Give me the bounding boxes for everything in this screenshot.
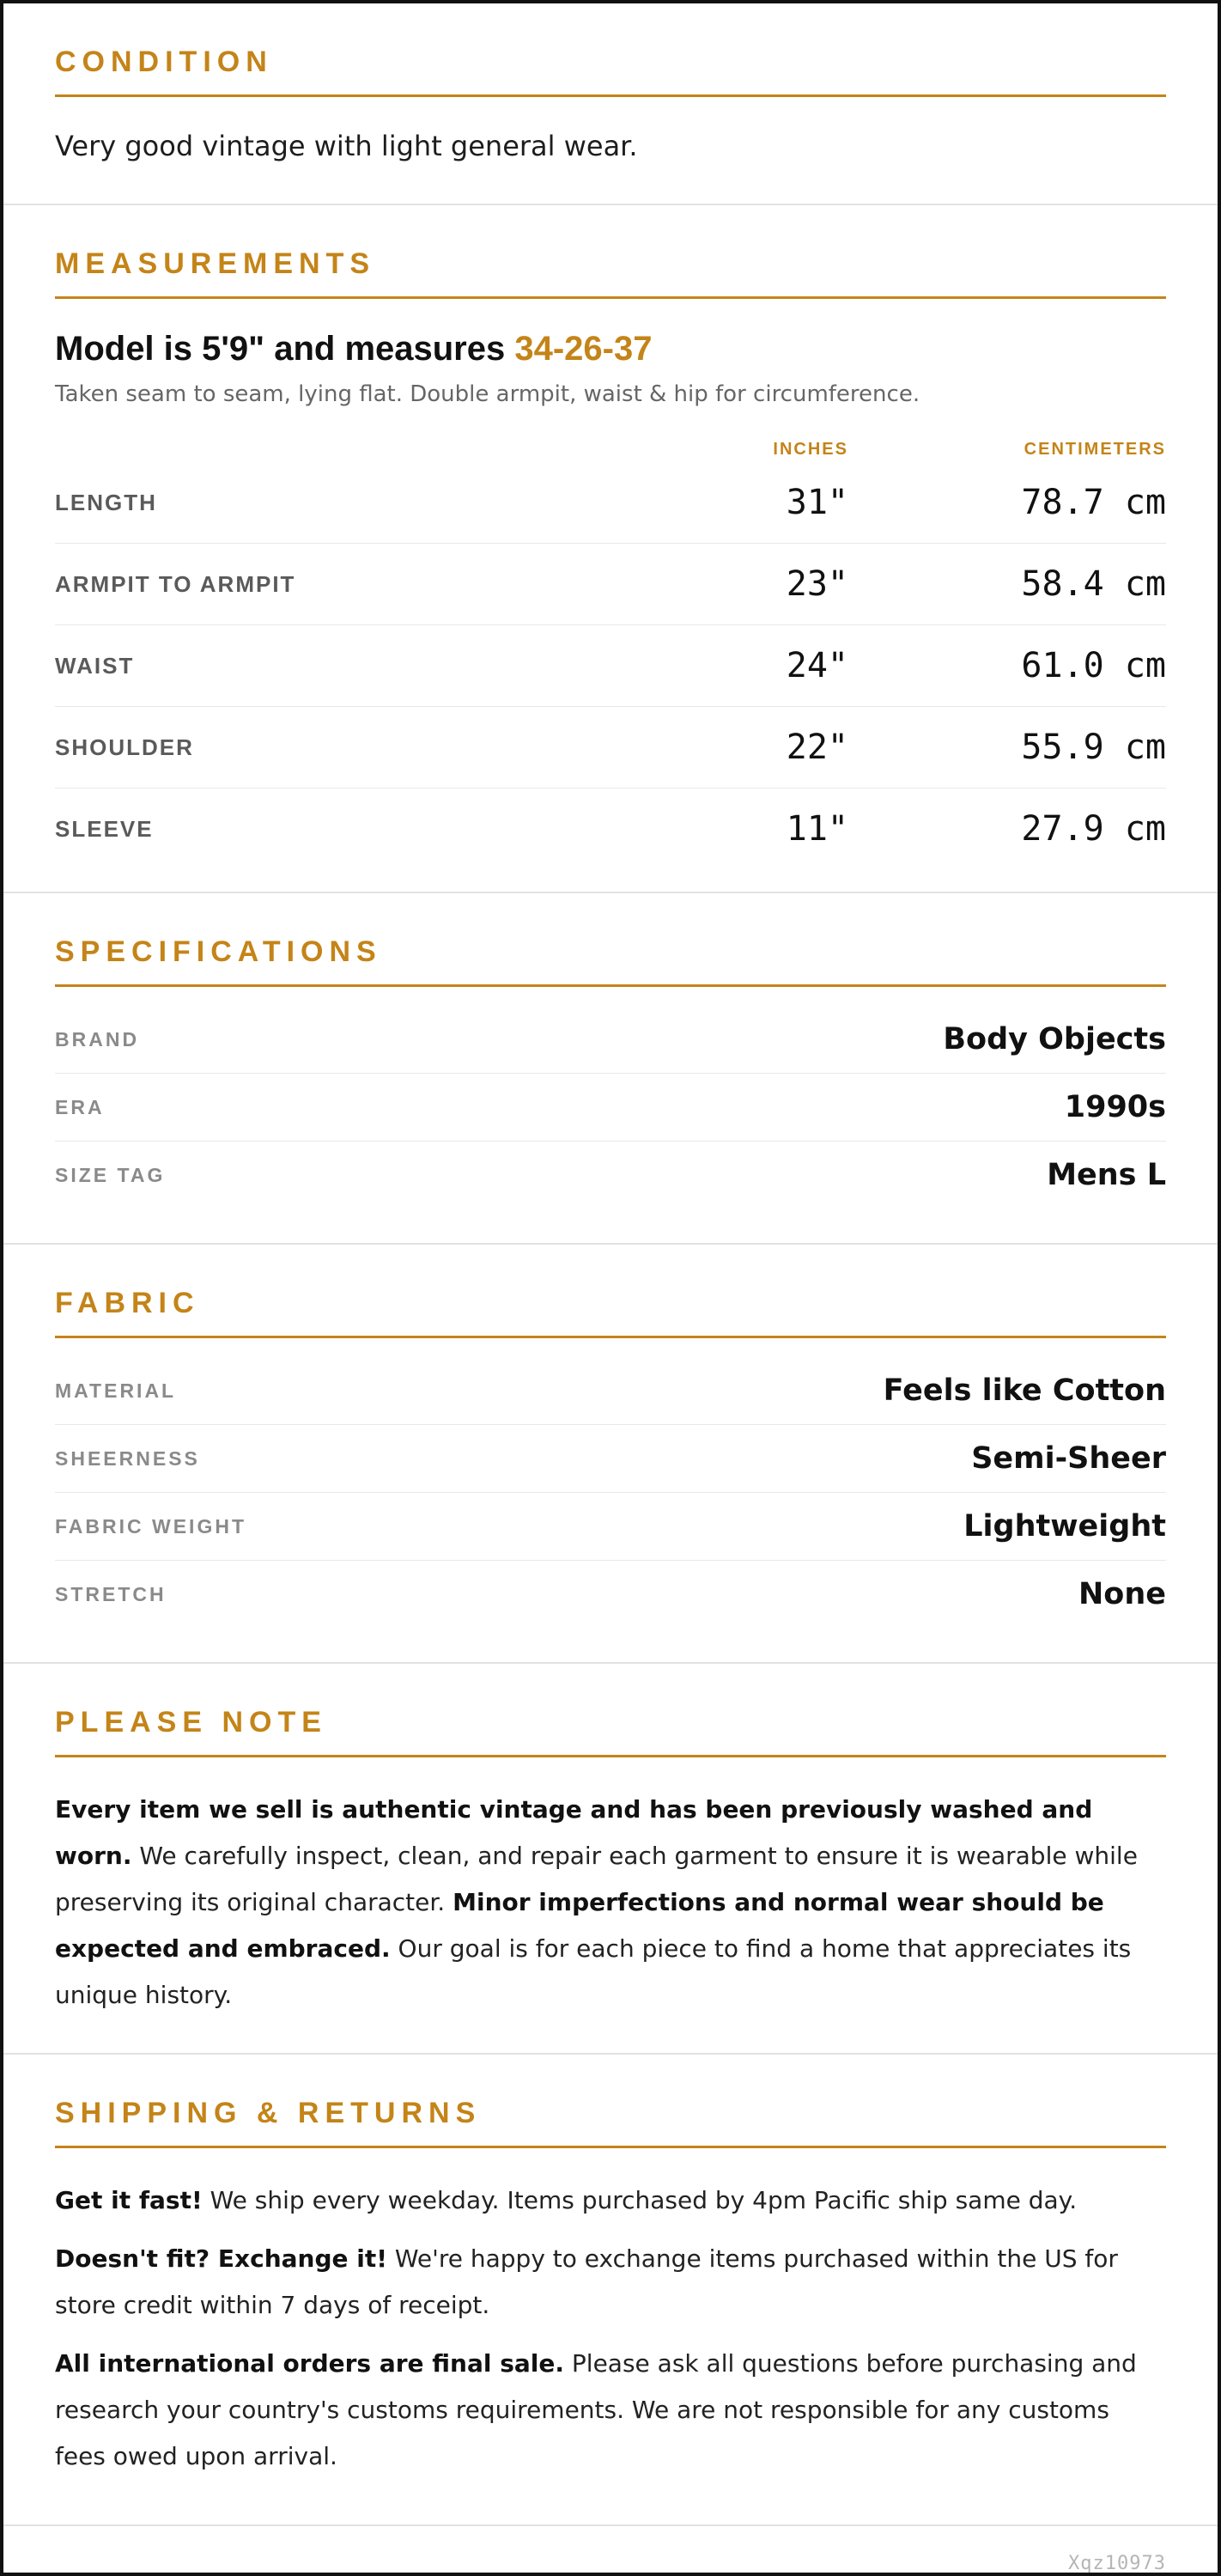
measurements-section (3, 205, 1218, 893)
measurement-cm: 78.7 cm (1021, 483, 1166, 522)
shipping-bold: Get it fast! (55, 2186, 203, 2214)
spec-value: 1990s (1064, 1090, 1166, 1124)
measurement-cm: 55.9 cm (1021, 728, 1166, 767)
shipping-text: We're happy to exchange items purchased within the US for store credit within 7 days of receipt. (55, 2244, 1118, 2319)
measurement-row-length (55, 462, 1166, 544)
condition-text: Very good vintage with light general wear. (55, 130, 638, 162)
fabric-heading: FABRIC (55, 1245, 1166, 1338)
fabric-row-stretch (55, 1561, 1166, 1628)
measurement-row-sleeve (55, 789, 1166, 869)
measurement-inches: 24" (786, 646, 848, 685)
shipping-text: We ship every weekday. Items purchased by 4pm Pacific ship same day. (202, 2186, 1078, 2214)
model-measurements (55, 328, 1166, 369)
shipping-paragraph-exchange (55, 2236, 1166, 2329)
please-note-body (55, 1757, 1166, 2053)
measurement-inches: 31" (786, 483, 848, 522)
specifications-list (55, 987, 1166, 1243)
fabric-key: SHEERNESS (55, 1446, 200, 1470)
measurement-inches: 23" (786, 564, 848, 604)
condition-heading: CONDITION (55, 3, 1166, 97)
shipping-bold: All international orders are final sale. (55, 2349, 565, 2378)
fabric-value: None (1078, 1577, 1166, 1611)
measurement-label: LENGTH (55, 489, 157, 515)
spec-key: ERA (55, 1095, 105, 1118)
measurement-label: WAIST (55, 652, 135, 679)
specifications-heading: SPECIFICATIONS (55, 893, 1166, 987)
fabric-list (55, 1338, 1166, 1662)
item-code: Xqz10973 (1068, 2552, 1166, 2574)
shipping-paragraph-fast (55, 2177, 1166, 2224)
footer (3, 2526, 1218, 2576)
measurement-label: ARMPIT TO ARMPIT (55, 570, 296, 597)
spec-row-size-tag (55, 1142, 1166, 1209)
measurement-label: SLEEVE (55, 815, 154, 842)
fabric-row-weight (55, 1493, 1166, 1561)
shipping-paragraph-international (55, 2341, 1166, 2480)
note-text-1: We carefully inspect, clean, and repair each garment to ensure it is wearable while preserving its original character. (55, 1842, 1138, 1916)
fabric-value: Lightweight (963, 1509, 1166, 1544)
shipping-text: Please ask all questions before purchasing and research your country's customs requirements. We are not responsible for any customs fees owed upon arrival. (55, 2349, 1137, 2470)
fabric-key: STRETCH (55, 1582, 167, 1605)
spec-key: BRAND (55, 1027, 140, 1050)
fabric-row-material (55, 1357, 1166, 1425)
measurements-table (55, 462, 1166, 892)
note-bold-1: Every item we sell is authentic vintage and has been previously washed and worn. (55, 1795, 1093, 1870)
spec-row-era (55, 1074, 1166, 1142)
please-note-section (3, 1664, 1218, 2055)
fabric-key: MATERIAL (55, 1379, 177, 1402)
fabric-value: Feels like Cotton (883, 1373, 1166, 1408)
measurement-cm: 27.9 cm (1021, 809, 1166, 849)
model-line-prefix: Model is 5'9" and measures (55, 330, 515, 368)
shipping-returns-section (3, 2055, 1218, 2526)
model-measures-value: 34-26-37 (514, 330, 653, 368)
fabric-row-sheerness (55, 1425, 1166, 1493)
measurement-row-shoulder (55, 707, 1166, 789)
measurement-row-armpit-to-armpit (55, 544, 1166, 625)
note-bold-2: Minor imperfections and normal wear should be expected and embraced. (55, 1888, 1104, 1963)
spec-key: SIZE TAG (55, 1163, 166, 1186)
specifications-section (3, 893, 1218, 1245)
condition-section (3, 3, 1218, 205)
shipping-returns-body (55, 2148, 1166, 2524)
inches-column-label: INCHES (773, 439, 848, 459)
spec-row-brand (55, 1006, 1166, 1074)
note-text-2: Our goal is for each piece to find a home that appreciates its unique history. (55, 1934, 1132, 2009)
measurement-row-waist (55, 625, 1166, 707)
spec-value: Body Objects (943, 1022, 1166, 1057)
measurements-heading: MEASUREMENTS (55, 205, 1166, 299)
fabric-section (3, 1245, 1218, 1664)
measurement-cm: 61.0 cm (1021, 646, 1166, 685)
fabric-key: FABRIC WEIGHT (55, 1514, 246, 1538)
measurements-column-header (55, 436, 1166, 462)
spec-value: Mens L (1047, 1158, 1166, 1192)
shipping-returns-heading: SHIPPING & RETURNS (55, 2055, 1166, 2148)
measurement-method-note: Taken seam to seam, lying flat. Double armpit, waist & hip for circumference. (55, 381, 920, 407)
measurement-cm: 58.4 cm (1021, 564, 1166, 604)
centimeters-column-label: CENTIMETERS (1024, 439, 1166, 459)
please-note-heading: PLEASE NOTE (55, 1664, 1166, 1757)
please-note-paragraph (55, 1787, 1166, 2019)
shipping-bold: Doesn't fit? Exchange it! (55, 2244, 387, 2273)
measurement-inches: 11" (786, 809, 848, 849)
measurement-inches: 22" (786, 728, 848, 767)
fabric-value: Semi-Sheer (971, 1441, 1166, 1476)
measurement-label: SHOULDER (55, 734, 194, 760)
